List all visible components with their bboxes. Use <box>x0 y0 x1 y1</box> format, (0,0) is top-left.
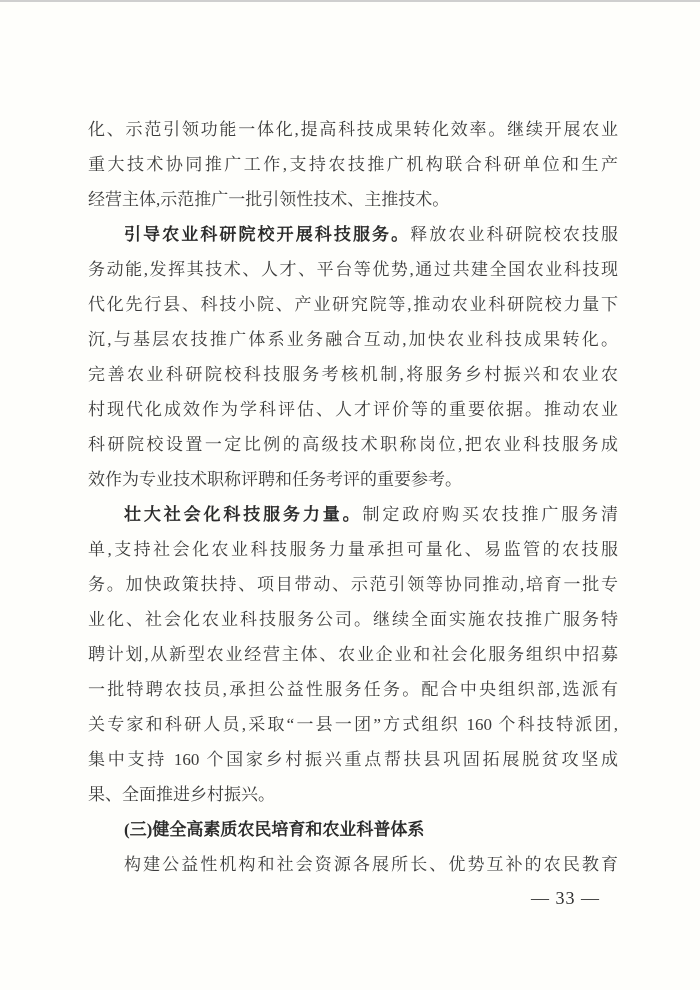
text-line <box>88 532 618 567</box>
text-line <box>88 602 618 637</box>
bold-text-segment: 引导农业科研院校开展科技服务。 <box>124 225 411 244</box>
text-line <box>88 707 618 742</box>
bold-text-segment: 壮大社会化科技服务力量。 <box>124 505 363 524</box>
text-segment: 务。加快政策扶持、项目带动、示范引领等协同推动,培育一批专 <box>88 575 618 594</box>
text-segment: 代化先行县、科技小院、产业研究院等,推动农业科研院校力量下 <box>88 295 618 314</box>
text-segment: 关专家和科研人员,采取“一县一团”方式组织 160 个科技特派团, <box>88 715 618 734</box>
text-segment: 业化、社会化农业科技服务公司。继续全面实施农技推广服务特 <box>88 610 618 629</box>
text-segment: 科研院校设置一定比例的高级技术职称岗位,把农业科技服务成 <box>88 435 618 454</box>
text-line <box>88 742 618 777</box>
text-line <box>88 637 618 672</box>
text-line <box>88 672 618 707</box>
text-line <box>88 497 618 532</box>
text-line <box>88 567 618 602</box>
text-segment: 集中支持 160 个国家乡村振兴重点帮扶县巩固拓展脱贫攻坚成 <box>88 750 618 769</box>
text-line <box>88 427 618 462</box>
text-segment: 效作为专业技术职称评聘和任务考评的重要参考。 <box>88 470 462 489</box>
text-line <box>88 287 618 322</box>
document-body <box>88 112 618 882</box>
text-segment: 制定政府购买农技推广服务清 <box>362 505 618 524</box>
text-segment: 经营主体,示范推广一批引领性技术、主推技术。 <box>88 190 450 209</box>
scan-artifact-line <box>0 0 700 2</box>
page-number: — 33 — <box>531 888 600 908</box>
text-line <box>88 462 618 497</box>
text-line <box>88 847 618 882</box>
text-segment: 果、全面推进乡村振兴。 <box>88 785 275 804</box>
text-segment: 沉,与基层农技推广体系业务融合互动,加快农业科技成果转化。 <box>88 330 618 349</box>
text-segment: 重大技术协同推广工作,支持农技推广机构联合科研单位和生产 <box>88 155 618 174</box>
text-line <box>88 812 618 847</box>
text-line <box>88 217 618 252</box>
text-segment: 务动能,发挥其技术、人才、平台等优势,通过共建全国农业科技现 <box>88 260 618 279</box>
text-segment: 构建公益性机构和社会资源各展所长、优势互补的农民教育 <box>124 855 618 874</box>
text-segment: 一批特聘农技员,承担公益性服务任务。配合中央组织部,选派有 <box>88 680 618 699</box>
text-line <box>88 252 618 287</box>
bold-text-segment: (三)健全高素质农民培育和农业科普体系 <box>124 820 425 839</box>
text-segment: 单,支持社会化农业科技服务力量承担可量化、易监管的农技服 <box>88 540 618 559</box>
text-line <box>88 147 618 182</box>
text-segment: 化、示范引领功能一体化,提高科技成果转化效率。继续开展农业 <box>88 120 618 139</box>
text-line <box>88 392 618 427</box>
text-segment: 释放农业科研院校农技服 <box>410 225 619 244</box>
text-line <box>88 777 618 812</box>
text-line <box>88 182 618 217</box>
text-line <box>88 357 618 392</box>
text-line <box>88 112 618 147</box>
text-segment: 村现代化成效作为学科评估、人才评价等的重要依据。推动农业 <box>88 400 618 419</box>
text-segment: 完善农业科研院校科技服务考核机制,将服务乡村振兴和农业农 <box>88 365 618 384</box>
text-line <box>88 322 618 357</box>
text-segment: 聘计划,从新型农业经营主体、农业企业和社会化服务组织中招募 <box>88 645 618 664</box>
